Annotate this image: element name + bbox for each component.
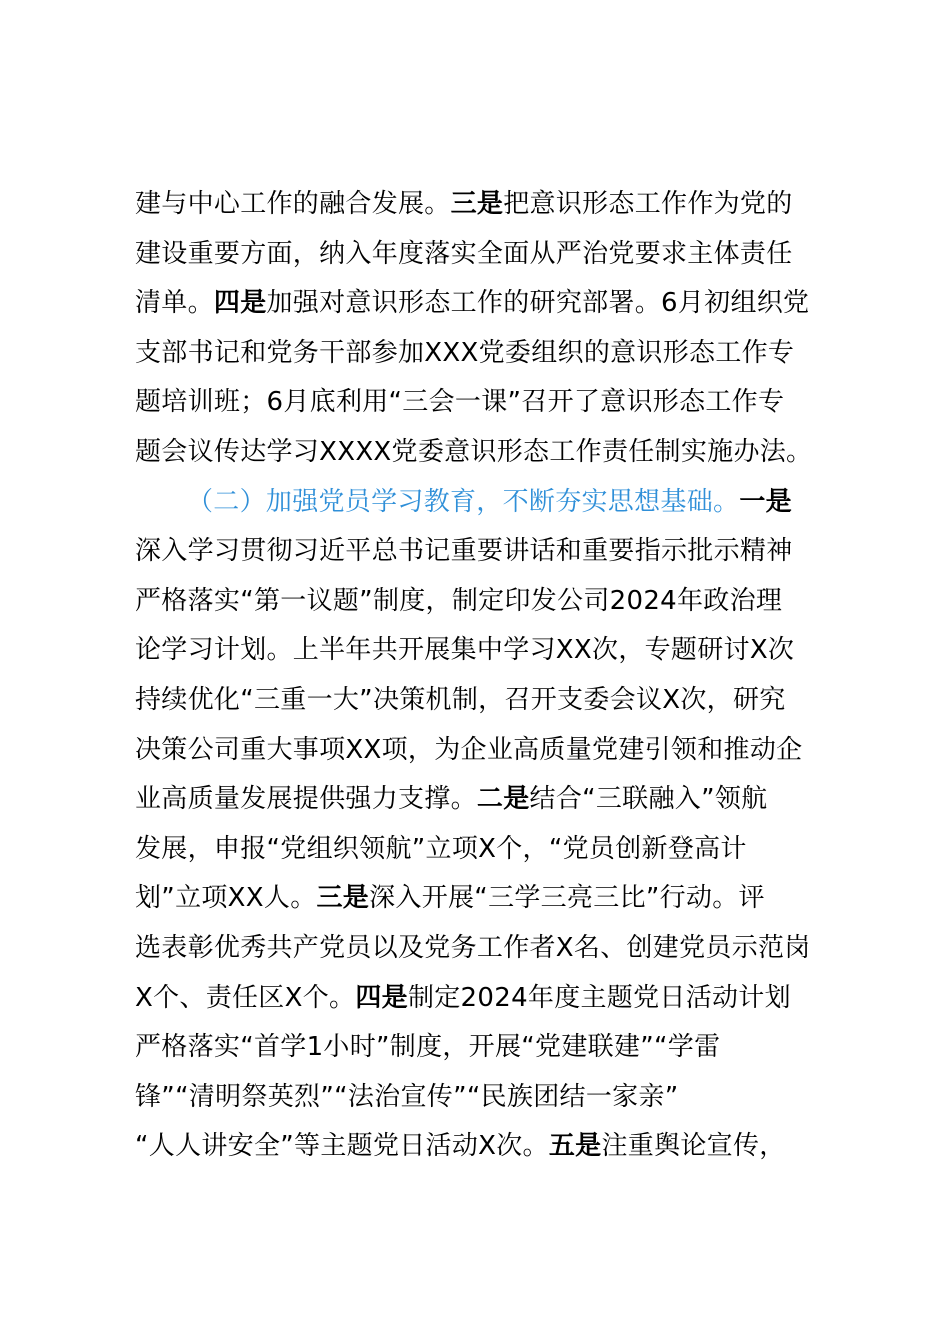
text-run: 锋”“清明祭英烈”“法治宣传”“民族团结一家亲”	[135, 1081, 679, 1112]
text-line	[135, 428, 855, 478]
text-line	[135, 329, 855, 379]
emphasis-text: 三是	[450, 189, 504, 219]
text-line	[135, 1122, 855, 1172]
section-heading-text: （二）加强党员学习教育，不断夯实思想基础。	[187, 486, 740, 517]
text-line	[135, 874, 855, 924]
text-run: 持续优化“三重一大”决策机制，召开支委会议X次，研究	[135, 684, 786, 715]
text-run: 建与中心工作的融合发展。	[135, 189, 451, 219]
text-line	[135, 726, 855, 776]
text-run: 选表彰优秀共产党员以及党务工作者X名、创建党员示范岗	[135, 932, 811, 963]
text-run: 严格落实“第一议题”制度，制定印发公司2024年政治理	[135, 585, 783, 616]
emphasis-text: 四是	[355, 982, 408, 1013]
text-run: 清单。	[135, 288, 214, 319]
text-line	[135, 527, 855, 577]
text-line	[135, 378, 855, 428]
text-run: 题会议传达学习XXXX党委意识形态工作责任制实施办法。	[135, 436, 813, 467]
text-line	[135, 676, 855, 726]
text-line	[135, 1073, 855, 1123]
text-run: X个、责任区X个。	[135, 982, 356, 1013]
emphasis-text: 四是	[213, 288, 267, 319]
text-run: 业高质量发展提供强力支撑。	[135, 784, 477, 815]
text-line	[135, 180, 855, 230]
text-run: 深入开展“三学三亮三比”行动。评	[369, 883, 765, 914]
emphasis-text: 二是	[476, 784, 530, 815]
text-line	[135, 1023, 855, 1073]
body-text	[135, 180, 855, 1172]
text-run: 结合“三联融入”领航	[529, 784, 768, 815]
text-run: 论学习计划。上半年共开展集中学习XX次，专题研讨X次	[135, 635, 795, 666]
text-line	[135, 825, 855, 875]
text-line	[135, 974, 855, 1024]
text-line	[135, 279, 855, 329]
text-line	[135, 230, 855, 280]
emphasis-text: 三是	[316, 883, 370, 914]
text-run: 注重舆论宣传，	[601, 1131, 786, 1162]
text-run: 决策公司重大事项XX项，为企业高质量党建引领和推动企	[135, 734, 803, 765]
text-run: “人人讲安全”等主题党日活动X次。	[135, 1131, 549, 1162]
text-run: 建设重要方面，纳入年度落实全面从严治党要求主体责任	[135, 238, 793, 269]
text-run: 制定2024年度主题党日活动计划	[407, 982, 791, 1013]
text-line	[135, 626, 855, 676]
emphasis-text: 一是	[739, 486, 792, 517]
text-run: 发展，申报“党组织领航”立项X个，“党员创新登高计	[135, 833, 747, 864]
section-heading-line	[135, 478, 855, 528]
text-run: 严格落实“首学1小时”制度，开展“党建联建”“学雷	[135, 1032, 721, 1063]
text-run: 题培训班；6月底利用“三会一课”召开了意识形态工作专	[135, 387, 785, 418]
emphasis-text: 五是	[548, 1131, 602, 1162]
text-run: 把意识形态工作作为党的	[503, 189, 793, 219]
text-run: 加强对意识形态工作的研究部署。6月初组织党	[266, 288, 810, 319]
text-run: 深入学习贯彻习近平总书记重要讲话和重要指示批示精神	[135, 536, 793, 567]
text-line	[135, 577, 855, 627]
text-line	[135, 924, 855, 974]
text-run: 划”立项XX人。	[135, 883, 317, 914]
text-run: 支部书记和党务干部参加XXX党委组织的意识形态工作专	[135, 337, 795, 368]
text-line	[135, 775, 855, 825]
